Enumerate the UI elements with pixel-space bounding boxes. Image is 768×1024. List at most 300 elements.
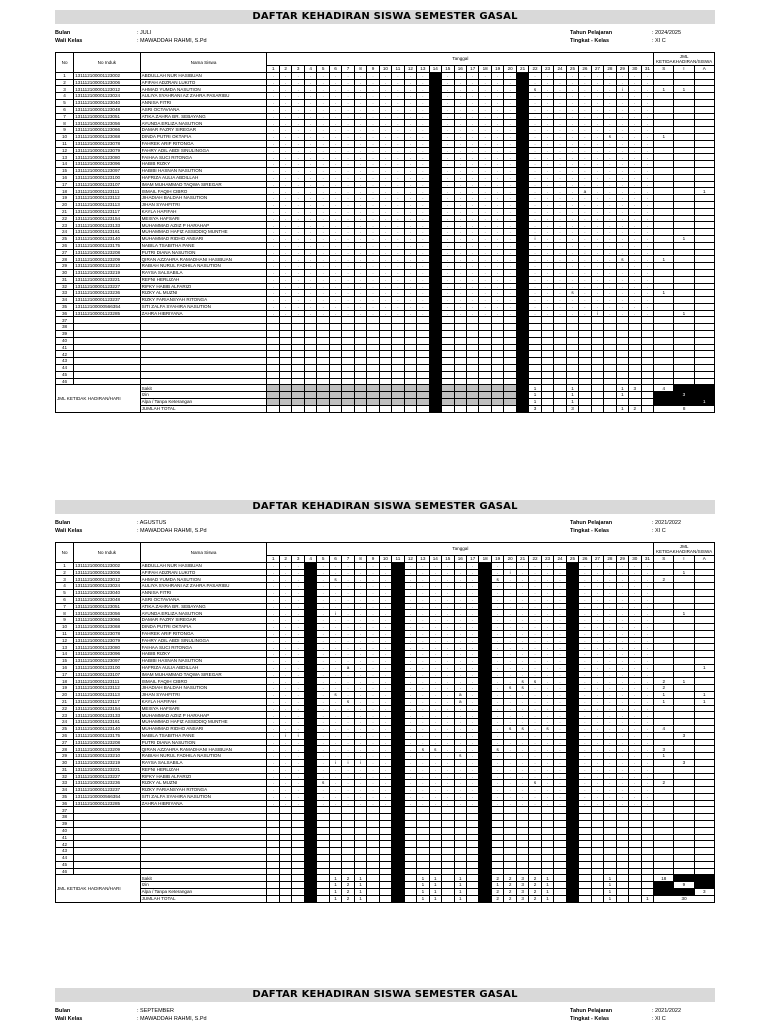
day-cell: . [379,617,391,624]
row-number: 21 [56,208,74,215]
summary-cell [554,889,566,896]
day-cell: . [267,86,279,93]
day-cell: . [329,106,341,113]
day-cell [317,807,329,814]
day-cell: . [354,276,366,283]
day-cell: . [392,72,404,79]
day-cell [591,834,603,841]
day-cell: . [429,596,441,603]
day-cell: . [491,106,503,113]
day-cell [329,827,341,834]
day-cell: . [354,283,366,290]
day-cell: . [541,290,553,297]
day-cell: . [317,753,329,760]
day-cell [417,331,429,338]
day-cell: . [504,133,516,140]
day-cell: . [529,201,541,208]
total-cell [674,562,694,569]
day-cell: . [354,610,366,617]
day-cell: . [379,208,391,215]
summary-cell [479,889,491,896]
day-cell: . [541,583,553,590]
day-cell: . [616,725,628,732]
day-cell: . [417,651,429,658]
row-number: 31 [56,766,74,773]
day-cell: . [641,269,654,276]
total-cell [674,99,694,106]
day-cell: . [579,283,591,290]
day-cell: . [354,147,366,154]
day-cell: . [541,140,553,147]
day-cell [329,365,341,372]
total-cell [674,222,694,229]
day-cell: . [641,773,654,780]
summary-cell [292,399,304,406]
total-cell [654,814,674,821]
day-cell: . [329,800,341,807]
day-cell: . [267,630,279,637]
day-cell: . [367,215,379,222]
day-cell [279,821,291,828]
student-id: 131112100001123051 [74,603,140,610]
day-cell: . [267,303,279,310]
day-cell [429,72,441,79]
day-cell: . [317,235,329,242]
table-row [56,562,715,569]
day-cell [641,331,654,338]
table-row [56,195,715,202]
day-cell: . [541,562,553,569]
day-cell: . [267,678,279,685]
day-cell: . [529,229,541,236]
student-name: RAYSA SALSABILA [140,759,267,766]
day-cell [516,358,528,365]
day-cell: . [554,800,566,807]
day-cell: . [641,181,654,188]
day-cell: . [491,589,503,596]
table-row [56,290,715,297]
day-cell [554,324,566,331]
day-cell: . [554,263,566,270]
day-cell: . [641,800,654,807]
day-cell [504,365,516,372]
day-cell [317,337,329,344]
day-cell [267,834,279,841]
total-cell [694,317,715,324]
day-cell [317,827,329,834]
day-cell: . [604,773,616,780]
day-cell: . [466,106,478,113]
day-cell: . [579,691,591,698]
day-cell [466,861,478,868]
table-row [56,249,715,256]
summary-cell [479,385,491,392]
day-cell: . [279,283,291,290]
day-cell: . [504,671,516,678]
day-cell [354,371,366,378]
day-cell: . [491,651,503,658]
day-cell [629,358,641,365]
total-cell [674,603,694,610]
day-cell: . [292,86,304,93]
day-cell: . [454,793,466,800]
day-cell: . [267,269,279,276]
row-number: 34 [56,787,74,794]
day-cell: . [292,93,304,100]
day-cell: . [342,644,354,651]
day-cell: . [616,698,628,705]
day-cell: . [504,256,516,263]
row-number: 9 [56,617,74,624]
student-name [140,848,267,855]
day-cell: . [329,637,341,644]
row-number: 23 [56,222,74,229]
day-cell: . [491,120,503,127]
day-cell: . [342,188,354,195]
day-cell: . [541,644,553,651]
day-cell: . [317,603,329,610]
summary-sum: 1 [694,399,715,406]
day-cell [392,337,404,344]
day-cell: . [629,623,641,630]
day-cell [491,351,503,358]
day-cell [267,814,279,821]
day-cell: . [554,753,566,760]
day-cell [566,317,578,324]
day-cell: . [279,235,291,242]
day-cell: . [379,780,391,787]
summary-cell: 2 [491,889,503,896]
day-cell: . [379,120,391,127]
day-cell: . [591,269,603,276]
day-cell [429,147,441,154]
day-cell: . [429,787,441,794]
day-cell: . [354,793,366,800]
day-cell: . [641,290,654,297]
day-cell [466,814,478,821]
day-cell: . [604,746,616,753]
day-cell [442,358,454,365]
day-cell: . [516,753,528,760]
summary-cell [466,882,478,889]
day-cell: . [267,617,279,624]
day-cell [616,834,628,841]
day-cell: . [279,290,291,297]
day-cell [317,821,329,828]
day-cell: . [329,297,341,304]
day-cell: . [541,712,553,719]
day-cell: . [367,72,379,79]
day-cell: . [554,725,566,732]
day-cell: . [429,753,441,760]
day-cell: . [641,678,654,685]
day-cell: . [629,229,641,236]
row-number: 1 [56,72,74,79]
day-cell: . [641,242,654,249]
day-cell [591,861,603,868]
day-cell: . [604,201,616,208]
student-id: 131112100000566354 [74,303,140,310]
day-cell [379,344,391,351]
day-cell: . [404,589,416,596]
day-cell [417,861,429,868]
day-cell [279,358,291,365]
day-cell [504,821,516,828]
day-cell: . [279,739,291,746]
day-cell: . [354,269,366,276]
day-cell: . [417,167,429,174]
day-cell: . [342,229,354,236]
day-cell: . [404,140,416,147]
day-cell: . [417,644,429,651]
day-cell [579,841,591,848]
day-cell: . [329,140,341,147]
total-cell [654,739,674,746]
day-cell: . [329,174,341,181]
day-cell: . [317,766,329,773]
day-cell: . [591,106,603,113]
student-id: 131112100001123112 [74,685,140,692]
day-cell: . [392,147,404,154]
total-cell [654,671,674,678]
day-cell: . [554,93,566,100]
day-cell: . [329,719,341,726]
day-cell [491,834,503,841]
day-header: 17 [466,556,478,563]
day-cell [329,371,341,378]
day-cell [491,337,503,344]
day-cell [504,371,516,378]
day-cell: . [404,725,416,732]
day-cell [292,324,304,331]
summary-cell [641,882,654,889]
total-cell [674,664,694,671]
summary-cell [566,882,578,889]
summary-cell [267,385,279,392]
day-cell [554,821,566,828]
total-cell [694,215,715,222]
summary-cell [504,405,516,412]
total-cell [694,331,715,338]
day-cell: . [417,569,429,576]
student-name: ABDULLAH NUR HASIBUAN [140,72,267,79]
day-cell: . [554,698,566,705]
day-cell: . [367,93,379,100]
day-cell: . [629,576,641,583]
summary-label: Izin [140,882,267,889]
day-cell: . [491,86,503,93]
summary-row [56,385,715,392]
day-cell: . [491,297,503,304]
day-cell [367,814,379,821]
day-cell: . [466,242,478,249]
day-cell [641,317,654,324]
day-cell: . [379,678,391,685]
total-cell [674,317,694,324]
day-cell [566,351,578,358]
day-cell [392,827,404,834]
student-name: AFIFAH ADZRAN LUKITO [140,79,267,86]
day-cell: . [342,596,354,603]
day-cell: . [604,678,616,685]
day-cell: . [279,72,291,79]
summary-cell: 2 [342,875,354,882]
day-cell: . [516,739,528,746]
day-cell: . [267,753,279,760]
day-cell [629,317,641,324]
summary-cell [604,399,616,406]
summary-cell: 1 [417,895,429,902]
row-number: 30 [56,269,74,276]
day-cell [267,868,279,875]
day-cell [516,229,528,236]
total-cell [674,800,694,807]
day-cell [429,861,441,868]
student-name: RIZKY AL MUZNI [140,780,267,787]
row-number: 22 [56,705,74,712]
day-cell: . [604,195,616,202]
tingkat-value: : XI C [652,38,666,44]
summary-cell: 3 [566,405,578,412]
day-cell: . [317,147,329,154]
summary-row [56,882,715,889]
day-header: 21 [516,556,528,563]
day-cell: . [579,603,591,610]
table-row [56,827,715,834]
day-cell: . [604,630,616,637]
summary-label: Sakit [140,385,267,392]
row-number: 24 [56,229,74,236]
day-cell: . [591,705,603,712]
total-cell [694,671,715,678]
day-cell: . [317,201,329,208]
day-cell: . [317,161,329,168]
day-cell [304,365,316,372]
day-cell [404,855,416,862]
day-cell: . [604,242,616,249]
day-cell: . [392,290,404,297]
student-name: MUHAMMAD HAFIZ ASSIDDIQ MUNTHE [140,229,267,236]
day-cell: . [392,242,404,249]
day-cell: . [329,739,341,746]
day-cell [566,630,578,637]
day-cell: . [579,596,591,603]
day-cell [429,235,441,242]
day-cell [529,868,541,875]
day-cell: . [367,235,379,242]
row-number: 4 [56,583,74,590]
day-cell: . [579,780,591,787]
day-cell [317,378,329,385]
day-cell: . [292,596,304,603]
day-header: 17 [466,66,478,73]
day-cell [466,317,478,324]
student-id [74,358,140,365]
day-cell [466,807,478,814]
day-cell: . [454,133,466,140]
day-cell: . [392,256,404,263]
day-cell: . [354,188,366,195]
day-cell: . [466,79,478,86]
day-cell: . [379,283,391,290]
day-cell: . [604,644,616,651]
day-cell: s [491,746,503,753]
row-number: 28 [56,746,74,753]
day-cell: . [566,147,578,154]
day-cell [579,337,591,344]
day-cell: . [292,780,304,787]
day-header: 31 [641,66,654,73]
day-cell: . [417,154,429,161]
summary-cell [367,882,379,889]
day-cell: . [342,657,354,664]
day-cell: . [504,93,516,100]
day-cell: . [317,569,329,576]
day-cell: . [267,623,279,630]
day-cell: . [429,759,441,766]
day-cell: . [429,651,441,658]
day-cell: . [279,106,291,113]
day-cell: . [454,147,466,154]
day-cell: . [529,113,541,120]
total-cell [694,855,715,862]
day-cell: . [442,290,454,297]
day-cell: . [504,72,516,79]
summary-cell [392,875,404,882]
total-cell [674,596,694,603]
day-cell [516,841,528,848]
day-cell [367,827,379,834]
day-cell [367,351,379,358]
row-number: 37 [56,807,74,814]
row-number: 44 [56,855,74,862]
day-cell [466,331,478,338]
day-cell: . [442,208,454,215]
day-cell [629,861,641,868]
total-cell [654,222,674,229]
day-cell: . [442,133,454,140]
day-cell: i [279,732,291,739]
day-cell: . [491,630,503,637]
day-cell: . [479,242,491,249]
day-cell [429,201,441,208]
day-cell: . [604,766,616,773]
day-cell: . [616,793,628,800]
day-cell: . [504,698,516,705]
day-cell: . [379,303,391,310]
day-cell: . [404,610,416,617]
summary-cell [404,882,416,889]
summary-cell [279,875,291,882]
day-cell: . [329,583,341,590]
day-cell [566,583,578,590]
day-header: 2 [279,66,291,73]
day-cell: . [541,630,553,637]
day-header: 3 [292,66,304,73]
summary-cell [279,895,291,902]
total-cell [654,263,674,270]
day-cell [379,317,391,324]
day-cell: . [442,678,454,685]
day-cell: . [554,310,566,317]
day-cell: . [541,133,553,140]
day-cell [454,861,466,868]
day-cell: . [504,589,516,596]
day-cell: . [454,739,466,746]
day-cell: . [616,269,628,276]
day-cell: . [529,147,541,154]
day-cell: . [292,739,304,746]
